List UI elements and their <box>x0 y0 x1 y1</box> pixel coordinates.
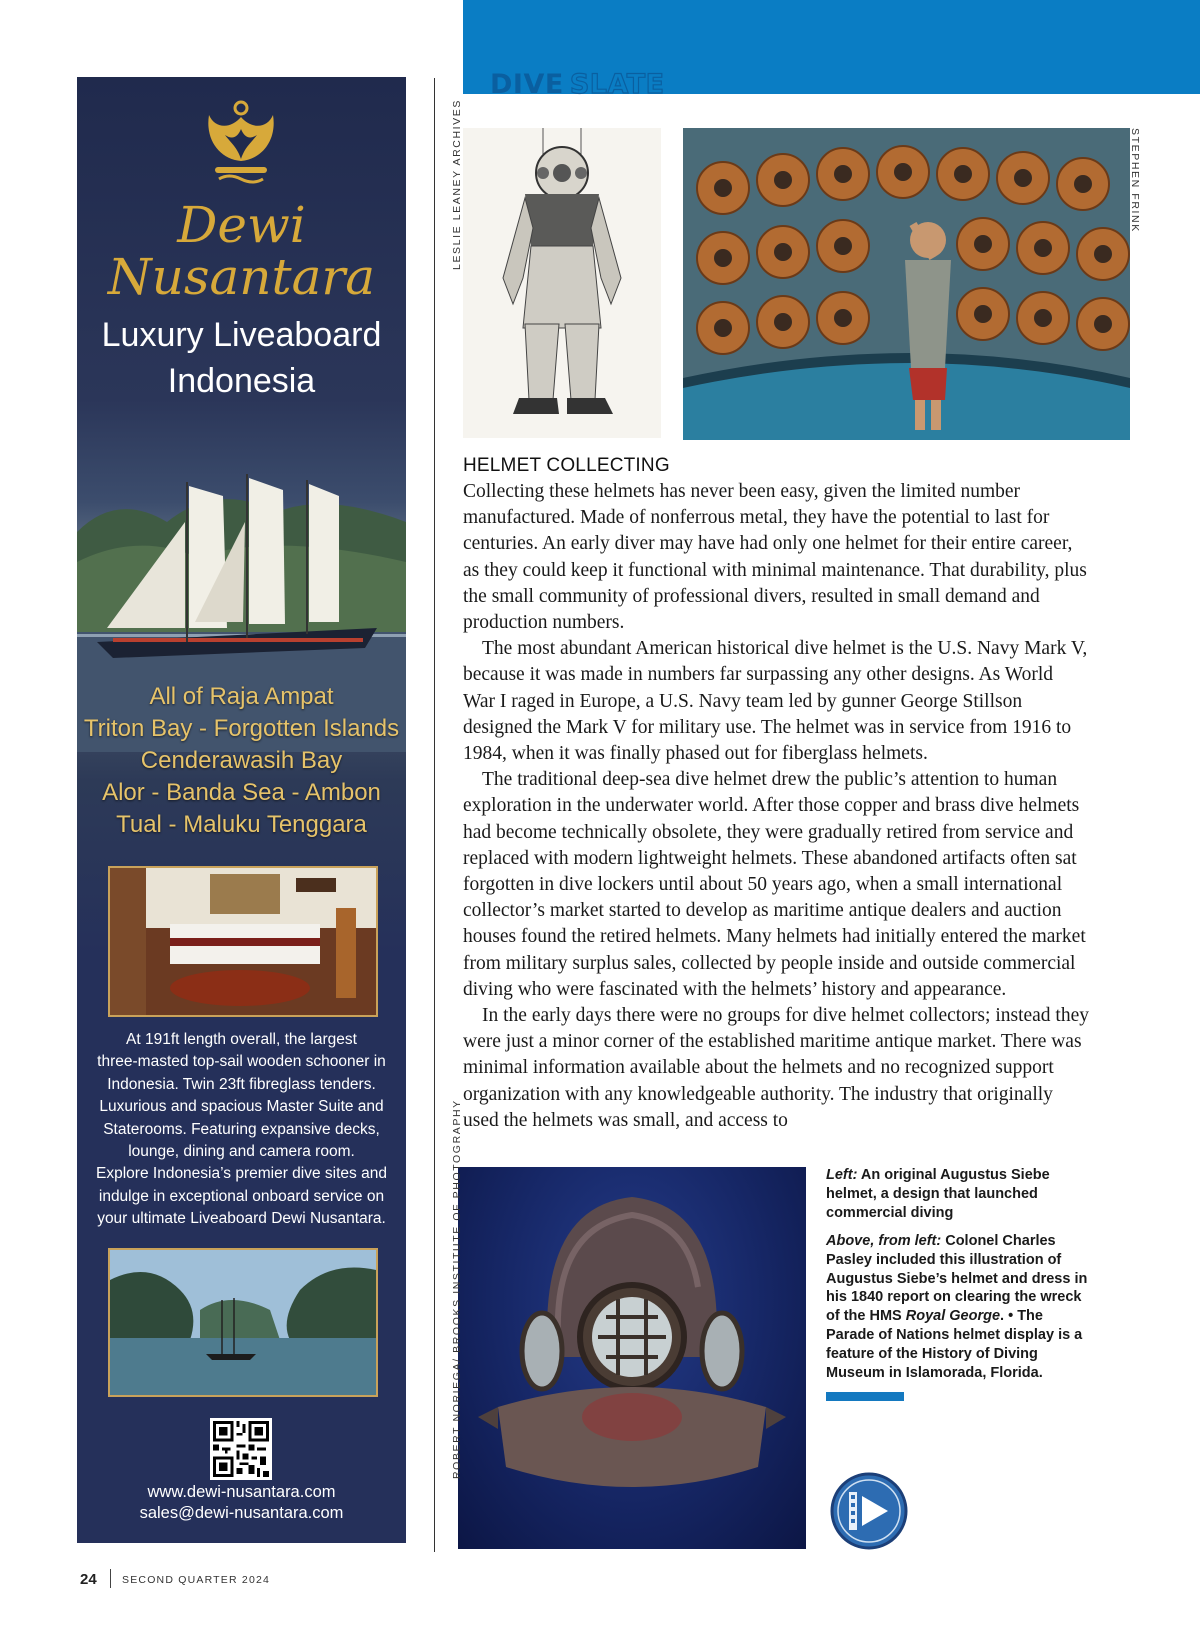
article-paragraph: In the early days there were no groups for dive helmet collectors; instead they were just a minor corner of the established maritime antique market. There was minimal information available about the helmets and no recognized support organization with any knowledgeable authority. The industry that originally used the helmets was small, and access to <box>463 1005 1089 1131</box>
article-paragraph: Collecting these helmets has never been easy, given the limited number manufactured. Made of nonferrous metal, they have the potential to last for centuries. An early diver may have had only one helmet for their entire career, as they could keep it functional with minimal maintenance. That durability, plus the small community of professional divers, resulted in small demand and production numbers. <box>463 481 1087 634</box>
stateroom-photo <box>108 866 378 1017</box>
footer-divider <box>110 1569 111 1588</box>
siebe-dress-illustration <box>463 128 661 438</box>
caption-ship-name: Royal George <box>905 1308 1001 1325</box>
ad-description-line: lounge, dining and camera room. <box>128 1143 355 1161</box>
advertisement[interactable] <box>77 77 406 1543</box>
ad-description-line: Luxurious and spacious Master Suite and <box>99 1098 384 1116</box>
section-label <box>490 70 665 96</box>
section-label-word2: SLATE <box>569 70 665 96</box>
caption-above-text2: . • The Parade of Nations helmet display is a feature of the History of Diving Museum in Islamorada, Florida. <box>826 1308 1083 1382</box>
caption-accent-bar <box>826 1392 904 1401</box>
ad-brand-line2: Nusantara <box>107 248 376 306</box>
caption-left-text: An original Augustus Siebe helmet, a design that launched commercial diving <box>826 1167 1050 1221</box>
issue-label: SECOND QUARTER 2024 <box>122 1574 271 1586</box>
ad-tagline-line2: Indonesia <box>167 362 316 400</box>
siebe-helmet-photo <box>458 1167 806 1549</box>
column-divider <box>434 78 435 1552</box>
ad-description-line: indulge in exceptional onboard service on <box>98 1187 385 1205</box>
page-number: 24 <box>80 1571 97 1588</box>
caption-above-text1: Colonel Charles Pasley included this illustration of Augustus Siebe’s helmet and dress in his 1840 report on clearing the wreck of the HMS <box>826 1232 1088 1325</box>
ad-destination: Triton Bay - Forgotten Islands <box>83 715 400 742</box>
bay-photo <box>108 1248 378 1397</box>
ad-description-line: Staterooms. Featuring expansive decks, <box>103 1120 380 1138</box>
ad-website-link[interactable]: www.dewi-nusantara.com <box>147 1483 336 1501</box>
ad-tagline-line1: Luxury Liveaboard <box>101 316 382 354</box>
play-video-icon[interactable] <box>830 1472 908 1550</box>
section-label-word1: DIVE <box>490 70 564 96</box>
ad-description-line: Explore Indonesia’s premier dive sites and <box>96 1165 387 1183</box>
article-paragraph: The traditional deep-sea dive helmet drew the public’s attention to human exploration in the underwater world. After those copper and brass dive helmets had become technically obsolete, they were gradually retired from service and replaced with modern lightweight helmets. These abandoned artifacts often sat forgotten in dive lockers until about 50 years ago, when a small international collector’s market started to develop as maritime antique dealers and auction houses found the retired helmets. Many helmets had initially entered the market from military surplus sales, collected by people inside and outside commercial diving who were fascinated with the helmets’ history and appearance. <box>463 769 1086 1000</box>
ad-description-line: three-masted top-sail wooden schooner in <box>97 1053 386 1071</box>
photo-captions <box>826 1166 1088 1392</box>
ad-description <box>85 1029 398 1231</box>
ad-destination: Cenderawasih Bay <box>140 747 343 774</box>
caption-above-lead: Above, from left: <box>826 1232 942 1249</box>
photo-credit-illustration: LESLIE LEANEY ARCHIVES <box>451 99 463 270</box>
article-body <box>463 479 1089 1134</box>
caption-left-lead: Left: <box>826 1167 858 1183</box>
ad-brand-line1: Dewi <box>177 196 306 254</box>
article-heading: HELMET COLLECTING <box>463 455 670 476</box>
ad-destinations <box>77 681 406 841</box>
ad-tagline <box>77 312 406 404</box>
caption-above <box>826 1232 1088 1383</box>
article-paragraph: The most abundant American historical dive helmet is the U.S. Navy Mark V, because it was made in numbers far surpassing any other designs. As World War I raged in Europe, a U.S. Navy team led by gunner George Stillson designed the Mark V for military use. The helmet was in service from 1916 to 1984, when it was finally phased out for fiberglass helmets. <box>463 638 1088 765</box>
ad-description-line: Indonesia. Twin 23ft fibreglass tenders. <box>107 1075 376 1093</box>
ad-description-line: At 191ft length overall, the largest <box>126 1031 357 1048</box>
brand-logo-icon <box>201 99 281 191</box>
ad-description-line: your ultimate Liveaboard Dewi Nusantara. <box>97 1210 386 1228</box>
photo-credit-helmet: ROBERT NORIEGA/ BROOKS INSTITUTE OF PHOTOGRAPHY <box>451 1099 463 1479</box>
ad-contact <box>77 1482 406 1524</box>
ad-email-link[interactable]: sales@dewi-nusantara.com <box>139 1504 344 1522</box>
qr-code-icon[interactable] <box>210 1418 272 1480</box>
ad-destination: Alor - Banda Sea - Ambon <box>102 779 381 806</box>
caption-left <box>826 1166 1088 1223</box>
helmet-display-photo <box>683 128 1130 440</box>
ad-destination: Tual - Maluku Tenggara <box>116 811 367 838</box>
photo-credit-museum: STEPHEN FRINK <box>1129 128 1141 233</box>
ad-destination: All of Raja Ampat <box>149 683 334 710</box>
